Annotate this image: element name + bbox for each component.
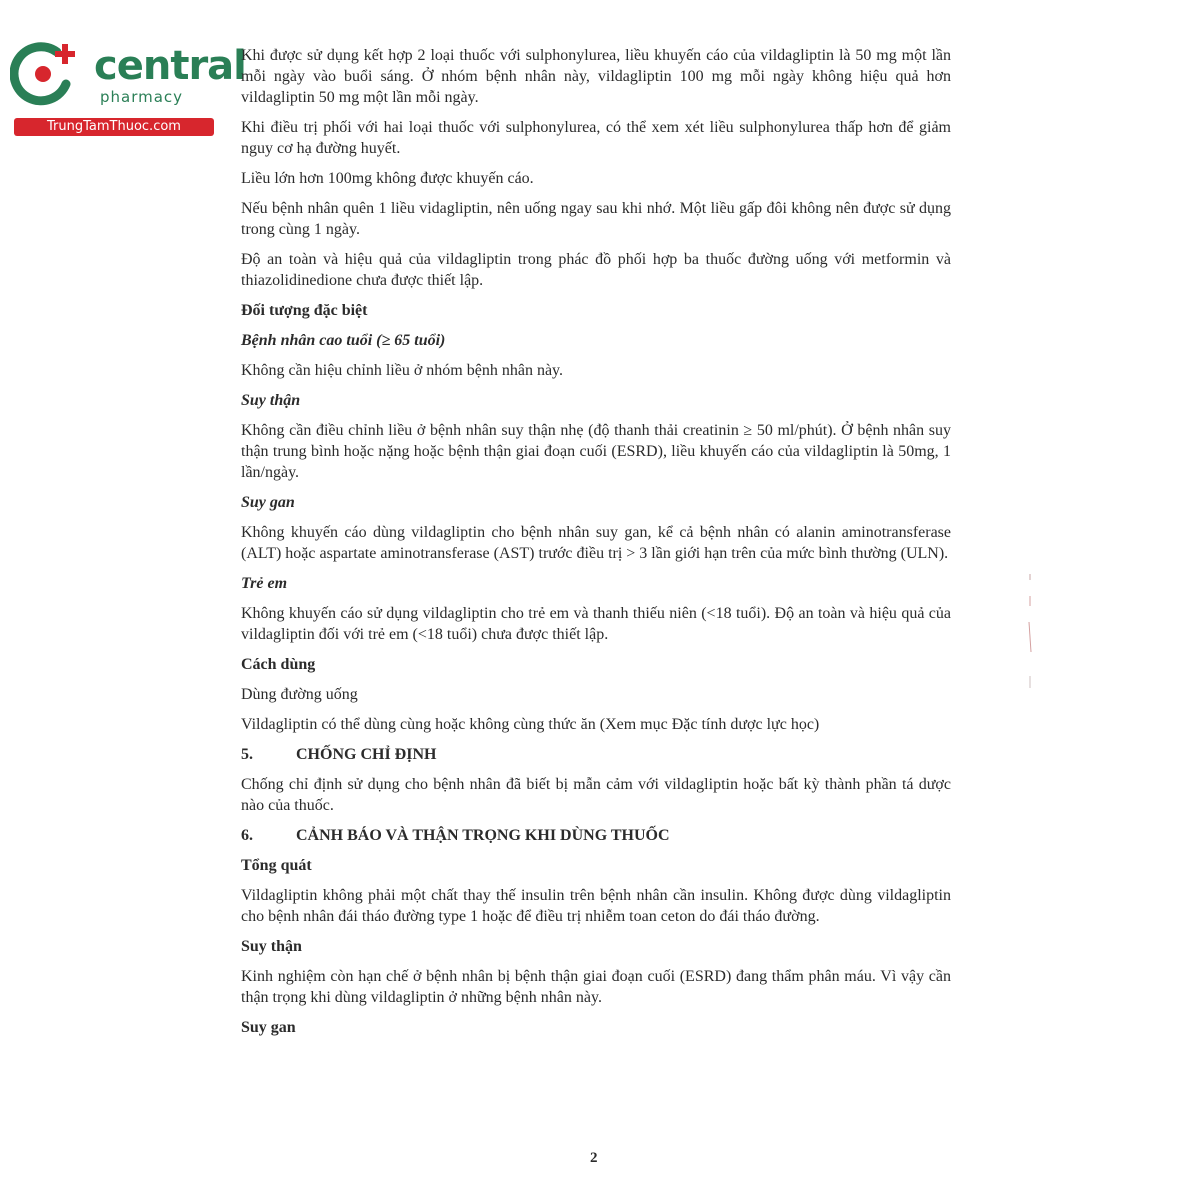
brand-subtitle: pharmacy	[100, 88, 184, 106]
paragraph: Không khuyến cáo dùng vildagliptin cho bệnh nhân suy gan, kể cả bệnh nhân có alanin aminotransferase (ALT) hoặc aspartate aminotransferase (AST) trước điều trị > 3 lần giới hạn trên của mức bình thường (ULN).	[241, 524, 951, 562]
document-body	[241, 45, 951, 1038]
section-heading-5	[241, 744, 951, 765]
heading-general: Tổng quát	[241, 857, 312, 874]
brand-name: central	[94, 43, 246, 89]
paragraph: Nếu bệnh nhân quên 1 liều vidagliptin, nên uống ngay sau khi nhớ. Một liều gấp đôi không nên được sử dụng trong cùng 1 ngày.	[241, 200, 951, 238]
paragraph: Khi được sử dụng kết hợp 2 loại thuốc với sulphonylurea, liều khuyến cáo của vildagliptin là 50 mg một lần mỗi ngày vào buổi sáng. Ở nhóm bệnh nhân này, vildagliptin 100 mg mỗi ngày không hiệu quả hơn vildagliptin 50 mg một lần mỗi ngày.	[241, 47, 951, 106]
paragraph: Dùng đường uống	[241, 686, 358, 703]
paragraph: Không cần hiệu chỉnh liều ở nhóm bệnh nhân này.	[241, 362, 564, 379]
heading-hepatic: Suy gan	[241, 1019, 296, 1036]
paragraph: Vildagliptin không phải một chất thay thế insulin trên bệnh nhân cần insulin. Không được dùng vildagliptin cho bệnh nhân đái tháo đường type 1 hoặc để điều trị nhiễm toan ceton do đái tháo đường.	[241, 887, 951, 925]
subheading-elderly: Bệnh nhân cao tuổi (≥ 65 tuổi)	[241, 332, 446, 349]
paragraph: Khi điều trị phối với hai loại thuốc với sulphonylurea, có thể xem xét liều sulphonylurea thấp hơn để giảm nguy cơ hạ đường huyết.	[241, 119, 951, 157]
heading-usage: Cách dùng	[241, 656, 316, 673]
central-pharmacy-logo	[10, 36, 246, 146]
subheading-renal: Suy thận	[241, 392, 301, 409]
subheading-children: Trẻ em	[241, 575, 288, 592]
section-heading-6	[241, 825, 951, 846]
paragraph: Kinh nghiệm còn hạn chế ở bệnh nhân bị bệnh thận giai đoạn cuối (ESRD) đang thẩm phân máu. Vì vậy cần thận trọng khi dùng vildagliptin ở những bệnh nhân này.	[241, 968, 951, 1006]
paragraph: Chống chỉ định sử dụng cho bệnh nhân đã biết bị mẫn cảm với vildagliptin hoặc bất kỳ thành phần tá dược nào của thuốc.	[241, 776, 951, 814]
paragraph: Độ an toàn và hiệu quả của vildagliptin trong phác đồ phối hợp ba thuốc đường uống với metformin và thiazolidinedione chưa được thiết lập.	[241, 251, 951, 289]
brand-website: TrungTamThuoc.com	[14, 118, 214, 136]
section-number: 5.	[241, 746, 253, 763]
page-number: 2	[590, 1150, 598, 1166]
paragraph: Không khuyến cáo sử dụng vildagliptin cho trẻ em và thanh thiếu niên (<18 tuổi). Độ an toàn và hiệu quả của vildagliptin đối với trẻ em (<18 tuổi) chưa được thiết lập.	[241, 605, 951, 643]
section-title: CẢNH BÁO VÀ THẬN TRỌNG KHI DÙNG THUỐC	[296, 827, 670, 844]
margin-marks	[1026, 572, 1034, 692]
heading-special-populations: Đối tượng đặc biệt	[241, 302, 368, 319]
section-number: 6.	[241, 827, 253, 844]
subheading-hepatic: Suy gan	[241, 494, 295, 511]
paragraph: Liều lớn hơn 100mg không được khuyến cáo.	[241, 170, 534, 187]
paragraph: Vildagliptin có thể dùng cùng hoặc không cùng thức ăn (Xem mục Đặc tính dược lực học)	[241, 716, 820, 733]
heading-renal: Suy thận	[241, 938, 302, 955]
pharmacy-logo-icon	[10, 38, 80, 108]
section-title: CHỐNG CHỈ ĐỊNH	[296, 746, 437, 763]
paragraph: Không cần điều chỉnh liều ở bệnh nhân suy thận nhẹ (độ thanh thải creatinin ≥ 50 ml/phút). Ở bệnh nhân suy thận trung bình hoặc nặng hoặc bệnh thận giai đoạn cuối (ESRD), liều khuyến cáo của vildagliptin là 50mg, 1 lần/ngày.	[241, 422, 951, 481]
